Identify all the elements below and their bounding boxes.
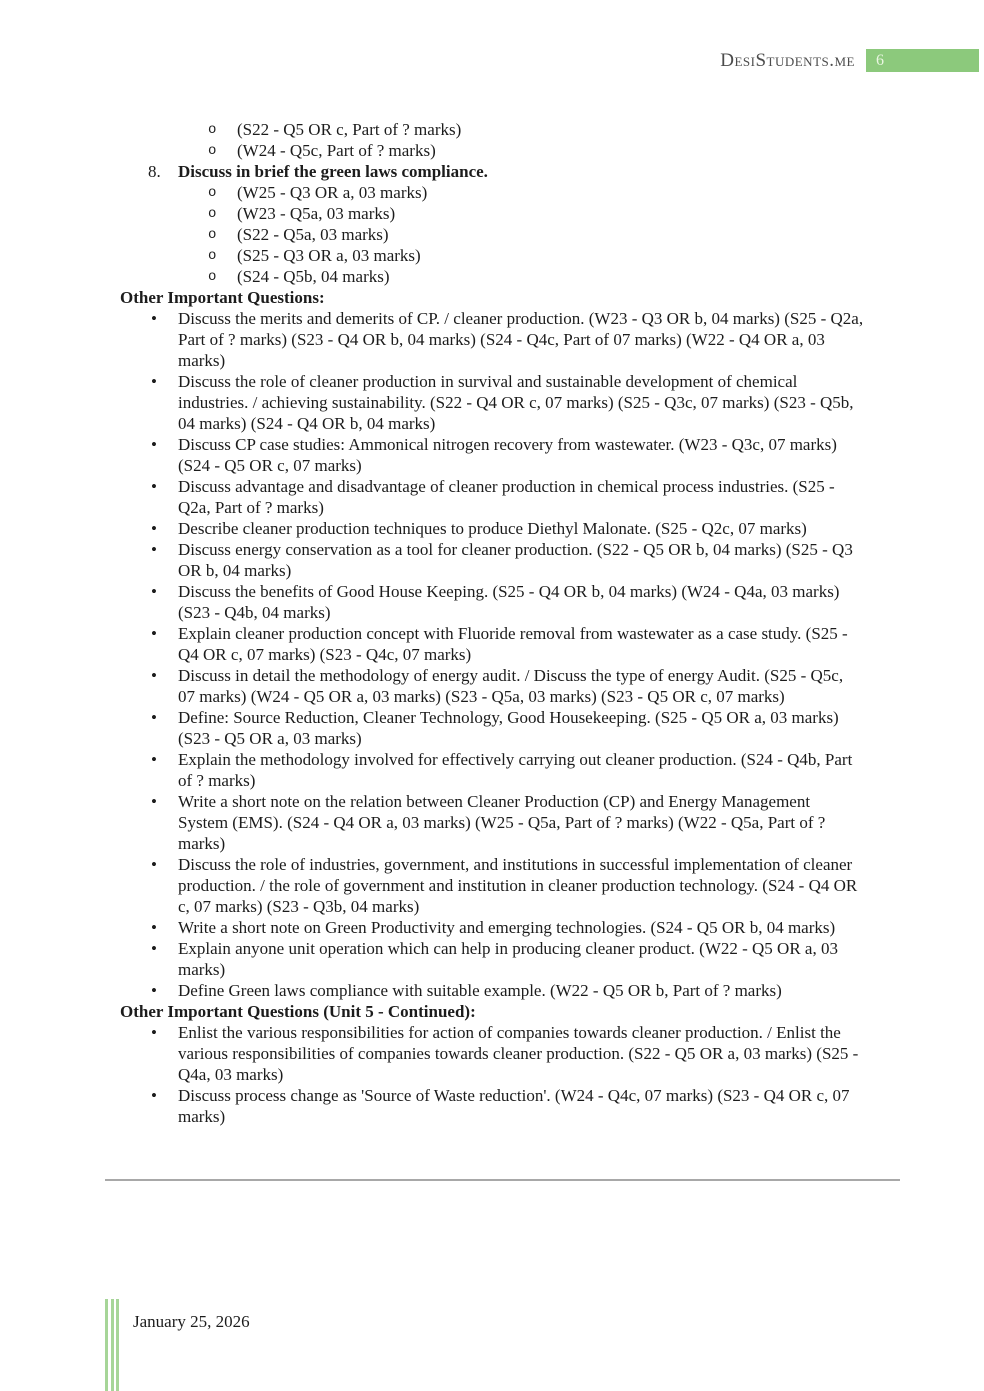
exam-reference-text: (S24 - Q5b, 04 marks) [237,267,390,286]
bullet-icon: • [151,918,157,937]
accent-bar [111,1299,114,1391]
question-text: Discuss in detail the methodology of energy audit. / Discuss the type of energy Audit. (S25 - Q5c, 07 marks) (W24 - Q5 OR a, 03 marks) (S23 - Q5a, 03 marks) (S23 - Q5 OR c, 07 marks) [178,666,844,706]
circle-bullet-icon: o [208,143,217,159]
question-text: Discuss process change as 'Source of Waste reduction'. (W24 - Q4c, 07 marks) (S23 - Q4 OR c, 07 marks) [178,1086,850,1126]
document-body [120,119,864,1127]
page-header [720,49,979,72]
bullet-icon: • [151,540,157,559]
question-text: Discuss in brief the green laws compliance. [178,162,488,181]
footer-date: January 25, 2026 [133,1312,250,1331]
question-item [120,623,864,665]
circle-bullet-icon: o [208,206,217,222]
exam-reference-item [120,266,864,287]
bullet-icon: • [151,372,157,391]
circle-bullet-icon: o [208,269,217,285]
section-heading: Other Important Questions (Unit 5 - Continued): [120,1002,476,1021]
question-item [120,665,864,707]
question-text: Discuss advantage and disadvantage of cleaner production in chemical process industries. (S25 - Q2a, Part of ? marks) [178,477,835,517]
question-text: Discuss CP case studies: Ammonical nitrogen recovery from wastewater. (W23 - Q3c, 07 marks) (S24 - Q5 OR c, 07 marks) [178,435,837,475]
footer-accent-bars [105,1299,119,1391]
exam-reference-text: (S22 - Q5 OR c, Part of ? marks) [237,120,462,139]
question-text: Describe cleaner production techniques to produce Diethyl Malonate. (S25 - Q2c, 07 marks) [178,519,807,538]
bullet-icon: • [151,477,157,496]
bullet-icon: • [151,981,157,1000]
question-text: Discuss the role of cleaner production in survival and sustainable development of chemical industries. / achieving sustainability. (S22 - Q4 OR c, 07 marks) (S25 - Q3c, 07 marks) (S23 - Q5b, 04 marks) (S24 - Q4 OR b, 04 marks) [178,372,854,433]
question-text: Write a short note on Green Productivity and emerging technologies. (S24 - Q5 OR b, 04 marks) [178,918,836,937]
bullet-icon: • [151,582,157,601]
question-item [120,791,864,854]
section-divider [105,1179,900,1181]
circle-bullet-icon: o [208,227,217,243]
question-text: Discuss the benefits of Good House Keeping. (S25 - Q4 OR b, 04 marks) (W24 - Q4a, 03 marks) (S23 - Q4b, 04 marks) [178,582,840,622]
bullet-icon: • [151,855,157,874]
question-item [120,476,864,518]
question-text: Discuss energy conservation as a tool for cleaner production. (S22 - Q5 OR b, 04 marks) (S25 - Q3 OR b, 04 marks) [178,540,853,580]
question-item [120,854,864,917]
bullet-icon: • [151,708,157,727]
question-item [120,938,864,980]
question-item [120,917,864,938]
page-number-badge: 6 [866,49,979,72]
question-item [120,707,864,749]
exam-reference-item [120,119,864,140]
bullet-icon: • [151,939,157,958]
question-item [120,1085,864,1127]
question-item [120,308,864,371]
question-item [120,749,864,791]
site-name: DesiStudents.me [720,50,855,71]
question-item [120,1022,864,1085]
exam-reference-text: (W24 - Q5c, Part of ? marks) [237,141,436,160]
bullet-icon: • [151,666,157,685]
circle-bullet-icon: o [208,248,217,264]
numbered-question [120,161,864,182]
circle-bullet-icon: o [208,185,217,201]
exam-reference-item [120,182,864,203]
bullet-icon: • [151,750,157,769]
exam-reference-text: (W23 - Q5a, 03 marks) [237,204,396,223]
bullet-icon: • [151,1086,157,1105]
item-number: 8. [148,162,161,181]
question-text: Explain anyone unit operation which can help in producing cleaner product. (W22 - Q5 OR a, 03 marks) [178,939,838,979]
accent-bar [116,1299,119,1391]
question-text: Discuss the role of industries, government, and institutions in successful implementation of cleaner production. / the role of government and institution in cleaner production technology. (S24 - Q4 OR c, 07 marks) (S23 - Q3b, 04 marks) [178,855,858,916]
accent-bar [105,1299,108,1391]
question-text: Define Green laws compliance with suitable example. (W22 - Q5 OR b, Part of ? marks) [178,981,782,1000]
question-item [120,980,864,1001]
exam-reference-item [120,245,864,266]
bullet-icon: • [151,519,157,538]
exam-reference-item [120,224,864,245]
exam-reference-text: (S25 - Q3 OR a, 03 marks) [237,246,421,265]
question-text: Explain cleaner production concept with Fluoride removal from wastewater as a case study. (S25 - Q4 OR c, 07 marks) (S23 - Q4c, 07 marks) [178,624,848,664]
question-item [120,434,864,476]
question-item [120,518,864,539]
question-text: Discuss the merits and demerits of CP. / cleaner production. (W23 - Q3 OR b, 04 marks) (S25 - Q2a, Part of ? marks) (S23 - Q4 OR b, 04 marks) (S24 - Q4c, Part of 07 marks) (W22 - Q4 OR a, 03 marks) [178,309,864,370]
question-text: Define: Source Reduction, Cleaner Technology, Good Housekeeping. (S25 - Q5 OR a, 03 marks) (S23 - Q5 OR a, 03 marks) [178,708,839,748]
question-text: Enlist the various responsibilities for action of companies towards cleaner production. / Enlist the various responsibilities of companies towards cleaner production. (S22 - Q5 OR a, 03 marks) (S25 - Q4a, 03 marks) [178,1023,859,1084]
circle-bullet-icon: o [208,122,217,138]
question-text: Write a short note on the relation between Cleaner Production (CP) and Energy Management System (EMS). (S24 - Q4 OR a, 03 marks) (W25 - Q5a, Part of ? marks) (W22 - Q5a, Part of ? marks) [178,792,826,853]
bullet-icon: • [151,624,157,643]
question-item [120,371,864,434]
question-item [120,581,864,623]
question-item [120,539,864,581]
exam-reference-text: (S22 - Q5a, 03 marks) [237,225,389,244]
bullet-icon: • [151,309,157,328]
section-heading: Other Important Questions: [120,288,325,307]
exam-reference-item [120,140,864,161]
exam-reference-item [120,203,864,224]
bullet-icon: • [151,435,157,454]
bullet-icon: • [151,1023,157,1042]
question-text: Explain the methodology involved for effectively carrying out cleaner production. (S24 - Q4b, Part of ? marks) [178,750,853,790]
bullet-icon: • [151,792,157,811]
exam-reference-text: (W25 - Q3 OR a, 03 marks) [237,183,428,202]
